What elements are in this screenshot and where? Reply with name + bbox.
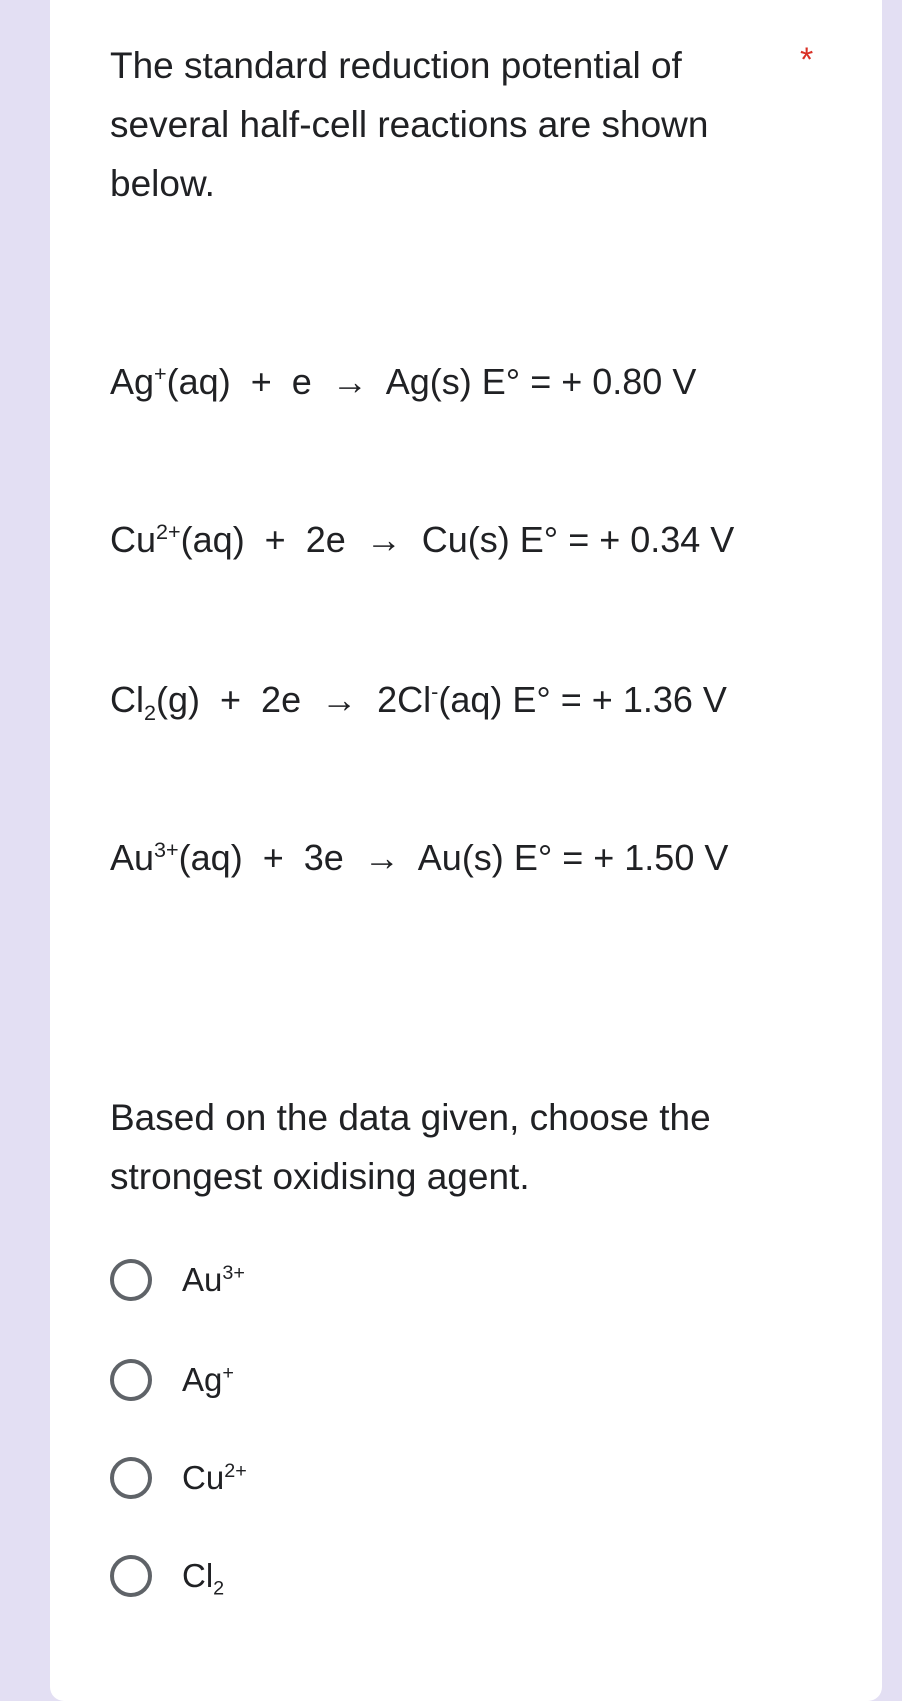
reaction-potential: E° = + 1.50 V (513, 837, 729, 878)
option-label (182, 1360, 234, 1400)
option-sub: 2 (213, 1577, 225, 1600)
reaction-potential: E° = + 0.80 V (481, 361, 697, 402)
reaction-1 (110, 354, 800, 410)
radio-button[interactable] (110, 1457, 152, 1499)
option-sup: 3+ (222, 1262, 245, 1284)
reaction-rest: (aq) + 2e → Cu(s) (180, 519, 510, 560)
question-prompt: Based on the data given, choose the strongest oxidising agent. (110, 1097, 711, 1197)
reaction-potential: E° = + 1.36 V (512, 679, 727, 720)
reaction-2 (110, 512, 800, 568)
reaction-4 (110, 830, 800, 886)
reaction-rest: (aq) + e → Ag(s) (166, 361, 472, 402)
reaction-3 (110, 672, 800, 728)
option-au3plus[interactable] (110, 1250, 245, 1310)
radio-button[interactable] (110, 1555, 152, 1597)
radio-button[interactable] (110, 1259, 152, 1301)
reaction-species: Ag (110, 361, 155, 402)
option-base: Ag (182, 1361, 223, 1398)
option-sup: + (222, 1362, 234, 1384)
option-base: Au (182, 1261, 223, 1298)
reaction-charge: - (431, 679, 439, 704)
option-label (182, 1556, 225, 1600)
reaction-species: Au (110, 837, 155, 878)
radio-button[interactable] (110, 1359, 152, 1401)
reaction-species: Cl (110, 679, 144, 720)
option-label (182, 1458, 247, 1498)
reaction-charge: + (154, 361, 167, 386)
reaction-charge: 3+ (154, 837, 179, 862)
question-card (50, 0, 882, 1701)
option-agplus[interactable] (110, 1350, 234, 1410)
option-cu2plus[interactable] (110, 1448, 247, 1508)
reaction-species: Cu (110, 519, 157, 560)
reaction-rest: (aq) + 3e → Au(s) (178, 837, 504, 878)
option-base: Cl (182, 1557, 214, 1594)
reaction-potential: E° = + 0.34 V (519, 519, 735, 560)
required-indicator: * (800, 41, 814, 79)
question-title: The standard reduction potential of several half-cell reactions are shown below. (110, 45, 709, 204)
reaction-subscript: 2 (144, 700, 157, 726)
option-base: Cu (182, 1459, 225, 1496)
reaction-rest-after: (aq) (438, 679, 503, 720)
option-sup: 2+ (224, 1460, 247, 1482)
option-label (182, 1260, 245, 1300)
reaction-charge: 2+ (156, 519, 181, 544)
reaction-rest: (g) + 2e → 2Cl (156, 679, 432, 720)
option-cl2[interactable] (110, 1546, 224, 1606)
